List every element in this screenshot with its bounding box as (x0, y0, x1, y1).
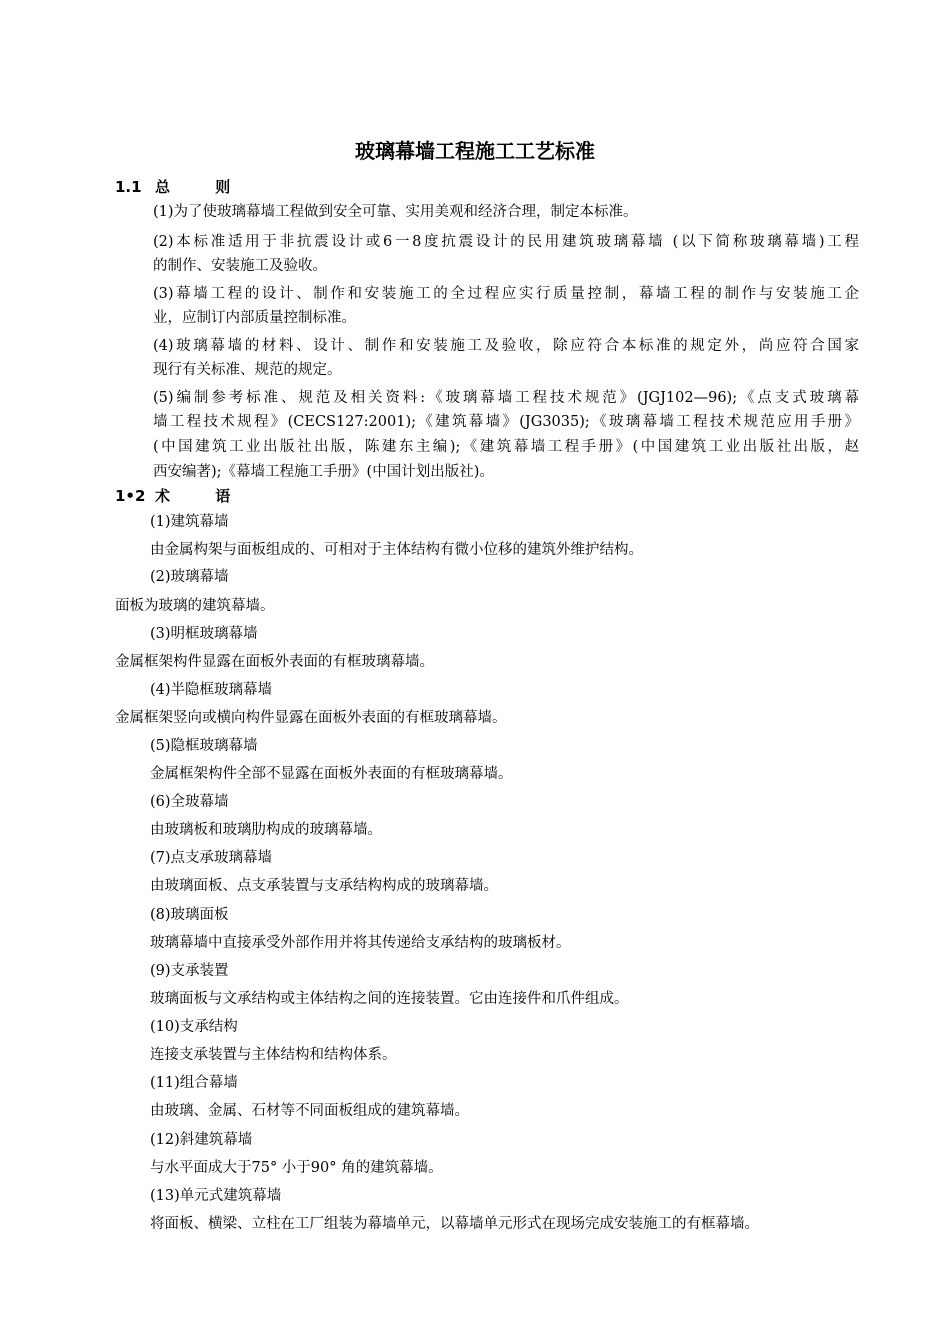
term-name: (9)支承装置 (150, 963, 229, 979)
section-number: 1•2 (115, 487, 146, 505)
section-name: 总 则 (155, 178, 251, 196)
paragraph-line: 西安编著);《幕墙工程施工手册》(中国计划出版社)。 (153, 464, 494, 480)
term-definition: 连接支承装置与主体结构和结构体系。 (150, 1047, 397, 1063)
paragraph-line: 现行有关标准、规范的规定。 (153, 362, 342, 378)
term-definition: 将面板、横梁、立柱在工厂组装为幕墙单元，以幕墙单元形式在现场完成安装施工的有框幕墙。 (150, 1216, 759, 1232)
term-name: (5)隐框玻璃幕墙 (150, 738, 258, 754)
paragraph-line: 墙工程技术规程》(CECS127:2001);《建筑幕墙》(JG3035);《玻璃幕墙工程技术规范应用手册》 (153, 414, 859, 430)
term-name: (4)半隐框玻璃幕墙 (150, 682, 273, 698)
term-definition: 金属框架构件全部不显露在面板外表面的有框玻璃幕墙。 (150, 766, 513, 782)
term-name: (8)玻璃面板 (150, 907, 229, 923)
paragraph-line: (3)幕墙工程的设计、制作和安装施工的全过程应实行质量控制，幕墙工程的制作与安装施工企 (153, 286, 859, 302)
section-name: 术 语 (155, 487, 251, 505)
term-definition: 由玻璃面板、点支承装置与支承结构构成的玻璃幕墙。 (150, 878, 498, 894)
term-name: (6)全玻幕墙 (150, 794, 229, 810)
term-name: (11)组合幕墙 (150, 1075, 238, 1091)
paragraph-line: 业，应制订内部质量控制标准。 (153, 310, 356, 326)
term-name: (2)玻璃幕墙 (150, 569, 229, 585)
paragraph-line: 的制作、安装施工及验收。 (153, 258, 327, 274)
term-definition: 玻璃幕墙中直接承受外部作用并将其传递给支承结构的玻璃板材。 (150, 935, 571, 951)
term-definition: 金属框架构件显露在面板外表面的有框玻璃幕墙。 (115, 654, 434, 670)
term-name: (10)支承结构 (150, 1019, 238, 1035)
section-number: 1.1 (115, 178, 142, 196)
term-definition: 与水平面成大于75° 小于90° 角的建筑幕墙。 (150, 1160, 443, 1176)
term-definition: 金属框架竖向或横向构件显露在面板外表面的有框玻璃幕墙。 (115, 710, 507, 726)
term-name: (12)斜建筑幕墙 (150, 1132, 253, 1148)
term-definition: 由玻璃、金属、石材等不同面板组成的建筑幕墙。 (150, 1103, 469, 1119)
paragraph-line: (1)为了使玻璃幕墙工程做到安全可靠、实用美观和经济合理，制定本标准。 (153, 204, 638, 220)
section-heading-general (115, 177, 250, 197)
section-heading-terms (115, 486, 250, 506)
term-definition: 由玻璃板和玻璃肋构成的玻璃幕墙。 (150, 822, 382, 838)
paragraph-line: (4)玻璃幕墙的材料、设计、制作和安装施工及验收，除应符合本标准的规定外，尚应符合国家 (153, 338, 859, 354)
document-title: 玻璃幕墙工程施工工艺标准 (355, 139, 595, 163)
term-name: (3)明框玻璃幕墙 (150, 626, 258, 642)
paragraph-line: (5)编制参考标准、规范及相关资料:《玻璃幕墙工程技术规范》(JGJ102—96);《点支式玻璃幕 (153, 390, 859, 406)
term-definition: 玻璃面板与文承结构或主体结构之间的连接装置。它由连接件和爪件组成。 (150, 991, 629, 1007)
term-definition: 由金属构架与面板组成的、可相对于主体结构有微小位移的建筑外维护结构。 (150, 542, 643, 558)
term-definition: 面板为玻璃的建筑幕墙。 (115, 598, 275, 614)
term-name: (1)建筑幕墙 (150, 514, 229, 530)
term-name: (13)单元式建筑幕墙 (150, 1188, 282, 1204)
paragraph-line: (中国建筑工业出版社出版，陈建东主编);《建筑幕墙工程手册》(中国建筑工业出版社出版，赵 (153, 439, 859, 455)
term-name: (7)点支承玻璃幕墙 (150, 850, 273, 866)
paragraph-line: (2)本标准适用于非抗震设计或6一8度抗震设计的民用建筑玻璃幕墙 (以下简称玻璃幕墙)工程 (153, 234, 859, 250)
